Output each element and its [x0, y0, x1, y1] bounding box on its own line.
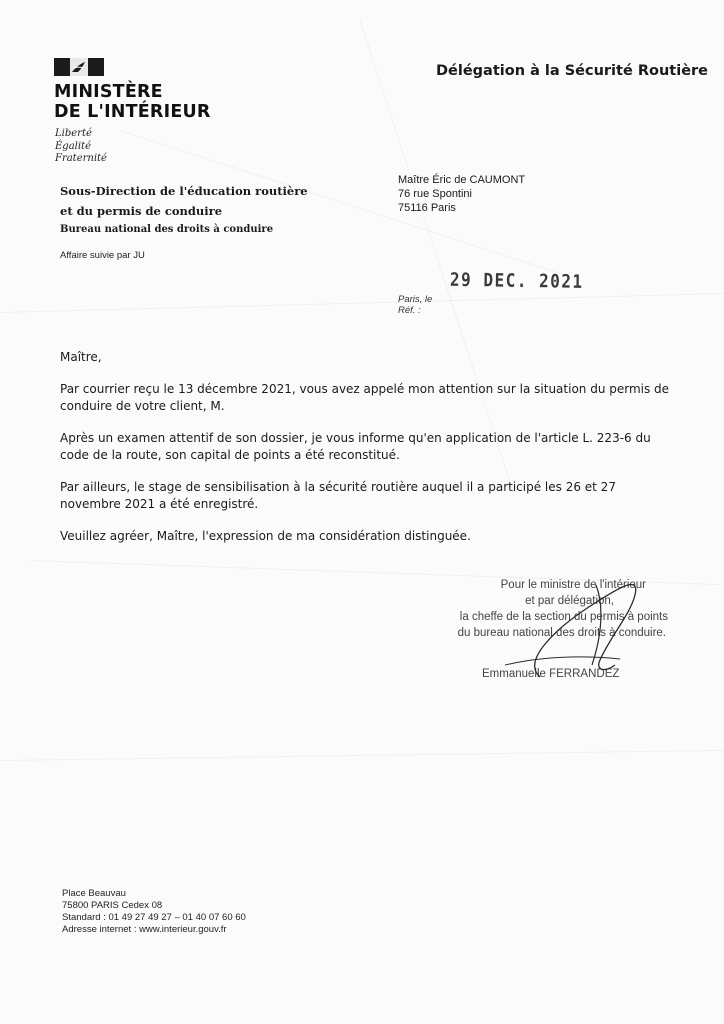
ministry-footer: [62, 888, 246, 936]
ministry-name: [54, 82, 211, 122]
sender-line1: Sous-Direction de l'éducation routière: [60, 184, 308, 198]
signature-line1: Pour le ministre de l'intérieur: [500, 579, 646, 591]
recipient-street: 76 rue Spontini: [398, 188, 472, 200]
handwritten-signature: [500, 565, 660, 680]
date-stamp: 29 DEC. 2021: [449, 268, 584, 293]
motto-liberte: Liberté: [55, 128, 92, 139]
footer-phone: Standard : 01 49 27 49 27 – 01 40 07 60 60: [62, 912, 246, 923]
ministry-name-line1: MINISTÈRE: [54, 82, 163, 102]
recipient-name: Maître Éric de CAUMONT: [398, 174, 526, 186]
paper-crease: [0, 293, 724, 313]
sender-line3: Bureau national des droits à conduire: [60, 224, 274, 235]
motto-fraternite: Fraternité: [55, 153, 107, 164]
signature-line3: la cheffe de la section du permis à points: [459, 611, 668, 623]
paragraph-1: Par courrier reçu le 13 décembre 2021, vous avez appelé mon attention sur la situation du permis de conduire de votre client, M.: [60, 382, 670, 413]
salutation: Maître,: [60, 350, 102, 364]
paragraph-2: Après un examen attentif de son dossier, je vous informe qu'en application de l'article L. 223-6 du code de la route, son capital de points a été reconstitué.: [60, 431, 651, 462]
footer-address-line2: 75800 PARIS Cedex 08: [62, 900, 163, 911]
affaire-suivie: Affaire suivie par JU: [60, 250, 145, 261]
recipient-city: 75116 Paris: [398, 202, 456, 214]
footer-address-line1: Place Beauvau: [62, 888, 126, 899]
signature-line2: et par délégation,: [525, 595, 614, 607]
marianne-logo-icon: [54, 58, 104, 76]
footer-website: Adresse internet : www.interieur.gouv.fr: [62, 924, 227, 935]
motto-egalite: Égalité: [55, 140, 91, 152]
sender-block: [60, 181, 308, 239]
ministry-name-line2: DE L'INTÉRIEUR: [54, 102, 211, 122]
signatory-name: Emmanuelle FERRANDEZ: [482, 668, 620, 680]
delegation-heading: Délégation à la Sécurité Routière: [436, 63, 709, 79]
paragraph-3: Par ailleurs, le stage de sensibilisation à la sécurité routière auquel il a participé les 26 et 27 novembre 2021 a été enregistré.: [60, 480, 616, 511]
closing-formula: Veuillez agréer, Maître, l'expression de ma considération distinguée.: [60, 529, 471, 543]
sender-line2: et du permis de conduire: [60, 204, 223, 218]
reference-label: Réf. :: [398, 305, 421, 316]
signature-line4: du bureau national des droits à conduire.: [457, 627, 666, 639]
letter-body: [60, 349, 680, 560]
republic-motto: [55, 128, 107, 166]
paper-crease: [0, 750, 724, 761]
place-date-label: Paris, le: [398, 294, 433, 305]
recipient-address: [398, 173, 525, 215]
